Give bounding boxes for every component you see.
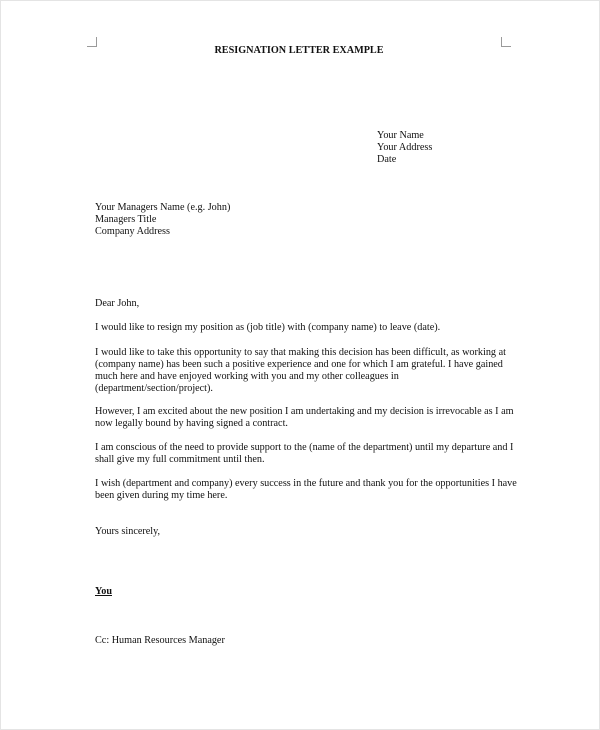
sender-block	[377, 130, 432, 166]
sender-date: Date	[377, 154, 397, 165]
paragraph	[95, 478, 517, 502]
sender-name: Your Name	[377, 130, 424, 141]
recipient-title: Managers Title	[95, 214, 157, 225]
paragraph	[95, 442, 513, 466]
recipient-block	[95, 202, 230, 238]
paragraph-line: shall give my full commitment until then.	[95, 454, 265, 465]
paragraph-line: (department/section/project).	[95, 383, 213, 394]
cc-line: Cc: Human Resources Manager	[95, 635, 225, 646]
paragraph-line: I would like to resign my position as (job title) with (company name) to leave (date).	[95, 322, 441, 333]
letter-title: RESIGNATION LETTER EXAMPLE	[214, 45, 384, 56]
paragraph-line: I would like to take this opportunity to say that making this decision has been difficult, as working at	[95, 347, 506, 358]
recipient-address: Company Address	[95, 226, 170, 237]
salutation: Dear John,	[95, 298, 140, 309]
paragraph	[95, 406, 514, 430]
paragraph	[95, 322, 440, 334]
paragraph	[95, 347, 506, 395]
signature: You	[95, 586, 112, 597]
recipient-name: Your Managers Name (e.g. John)	[95, 202, 231, 213]
paragraph-line: However, I am excited about the new position I am undertaking and my decision is irrevocable as I am	[95, 406, 514, 417]
paragraph-line: now legally bound by having signed a contract.	[95, 418, 288, 429]
paragraph-line: (company name) has been such a positive experience and one for which I am grateful. I have gained	[95, 359, 503, 370]
paragraph-line: I am conscious of the need to provide support to the (name of the department) until my departure and I	[95, 442, 514, 453]
sender-address: Your Address	[377, 142, 433, 153]
paragraph-line: I wish (department and company) every success in the future and thank you for the opportunities I have	[95, 478, 517, 489]
closing: Yours sincerely,	[95, 526, 161, 537]
paragraph-line: been given during my time here.	[95, 490, 228, 501]
paragraph-line: much here and have enjoyed working with you and my other colleagues in	[95, 371, 399, 382]
